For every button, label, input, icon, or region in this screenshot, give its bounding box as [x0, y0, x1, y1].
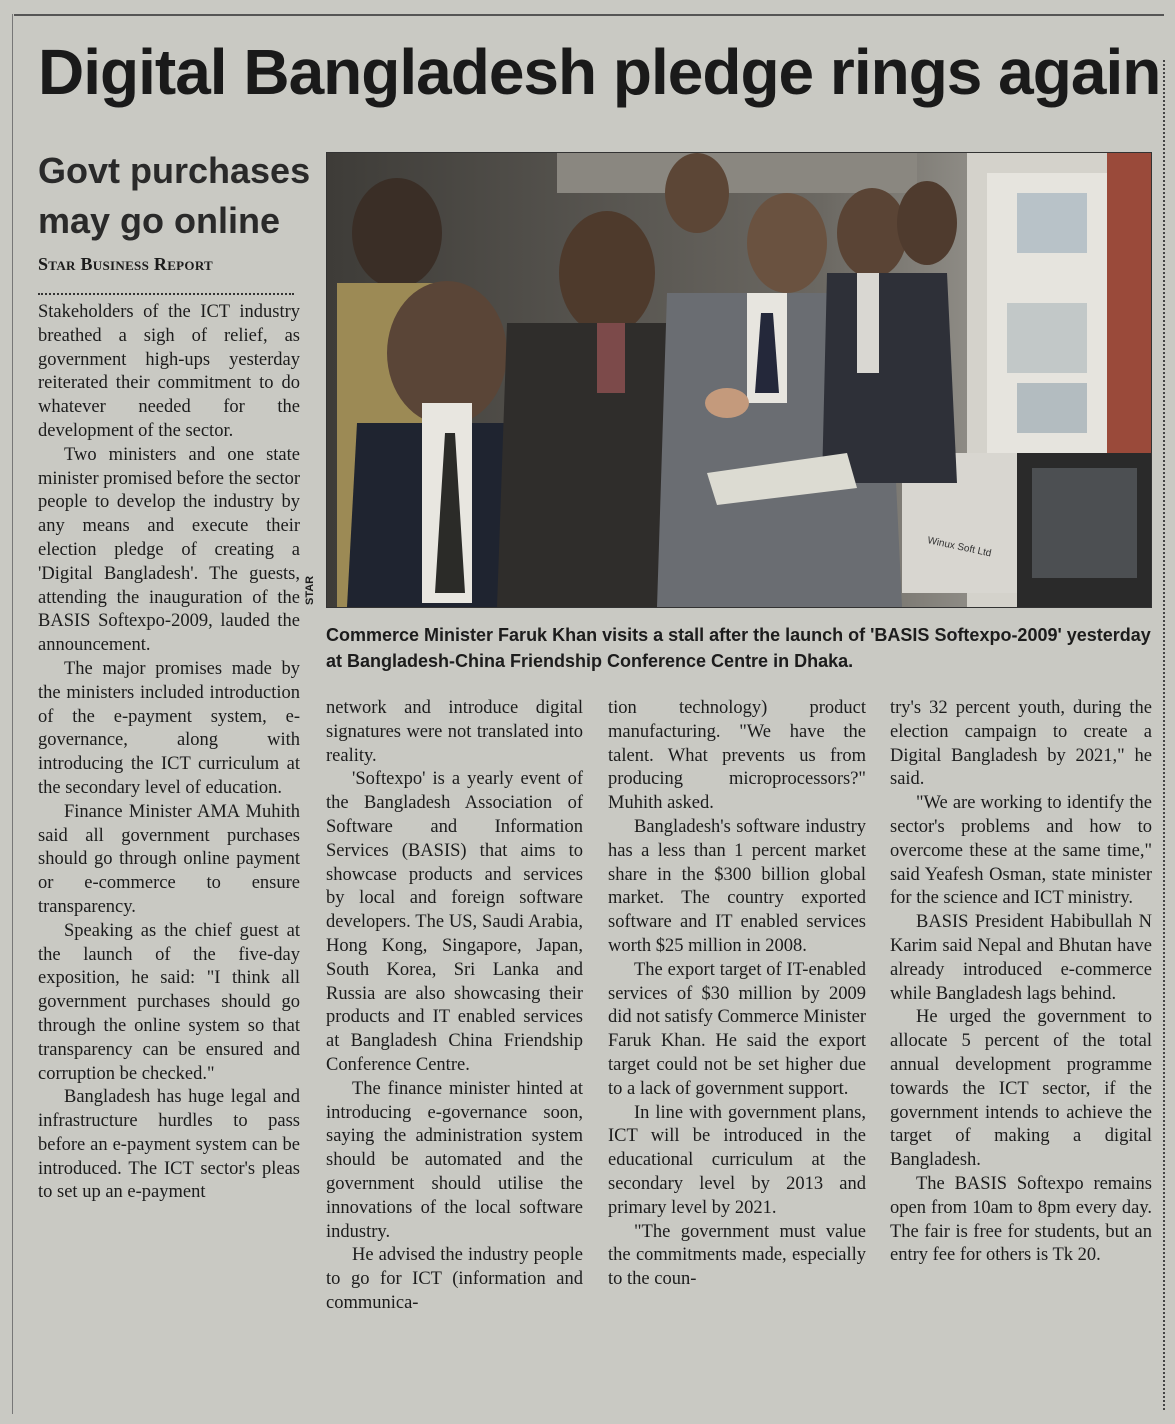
paragraph: 'Softexpo' is a yearly event of the Bangladesh Association of Software and Information Services (BASIS) that aims to showcase products and services by local and foreign software developers. The US, Saudi Arabia, Hong Kong, Singapore, Japan, South Korea, Sri Lanka and Russia are also showcasing their products and IT enabled services at Bangladesh China Friendship Conference Centre. [326, 769, 583, 1075]
paragraph: Two ministers and one state minister promised before the sector people to develop the industry by any means and execute their election pledge of creating a 'Digital Bangladesh'. The guests, attending the inauguration of the BASIS Softexpo-2009, lauded the announcement. [38, 444, 300, 656]
paragraph: Stakeholders of the ICT industry breathed a sigh of relief, as government high-ups yesterday reiterated their commitment to do whatever needed for the development of the sector. [38, 302, 300, 441]
article-column-1 [38, 301, 300, 1205]
paragraph: try's 32 percent youth, during the election campaign to create a Digital Bangladesh by 2021," he said. [890, 698, 1152, 790]
paragraph: Bangladesh has huge legal and infrastructure hurdles to pass before an e-payment system can be introduced. The ICT sector's pleas to set up an e-payment [38, 1087, 300, 1203]
paragraph: In line with government plans, ICT will be introduced in the educational curriculum at the secondary level by 2013 and primary level by 2021. [608, 1102, 866, 1218]
headline: Digital Bangladesh pledge rings again [38, 36, 1161, 108]
right-dotted-rule [1163, 60, 1165, 1410]
paragraph: tion technology) product manufacturing. "We have the talent. What prevents us from producing microprocessors?" Muhith asked. [608, 698, 866, 814]
paragraph: "The government must value the commitments made, especially to the coun- [608, 1221, 866, 1290]
photo-caption: Commerce Minister Faruk Khan visits a stall after the launch of 'BASIS Softexpo-2009' yesterday at Bangladesh-China Friendship Conference Centre in Dhaka. [326, 625, 1151, 671]
paragraph: Finance Minister AMA Muhith said all government purchases should go through online payment or e-commerce to ensure transparency. [38, 801, 300, 917]
paragraph: BASIS President Habibullah N Karim said Nepal and Bhutan have already introduced e-commerce while Bangladesh lags behind. [890, 912, 1152, 1004]
article-column-2 [326, 697, 583, 1316]
paragraph: Speaking as the chief guest at the launch of the five-day exposition, he said: "I think all government purchases should go through the online system so that transparency can be ensured and corruption be checked." [38, 920, 300, 1084]
article-column-4 [890, 697, 1152, 1268]
news-photo [326, 152, 1152, 608]
photo-credit: STAR [304, 575, 316, 605]
paragraph: The finance minister hinted at introducing e-governance soon, saying the administration system should be automated and the government should utilise the innovations of the local software industry. [326, 1078, 583, 1242]
paragraph: Bangladesh's software industry has a less than 1 percent market share in the $300 billion global market. The country exported software and IT enabled services worth $25 million in 2008. [608, 816, 866, 956]
paragraph: The export target of IT-enabled services of $30 million by 2009 did not satisfy Commerce Minister Faruk Khan. He said the export target could not be set higher due to a lack of government support. [608, 959, 866, 1099]
paragraph: network and introduce digital signatures were not translated into reality. [326, 698, 583, 766]
photo-illustration [327, 153, 1151, 607]
article-column-3 [608, 697, 866, 1292]
stall-sign-text: Winux Soft Ltd [926, 535, 993, 560]
paragraph: He advised the industry people to go for ICT (information and communica- [326, 1245, 583, 1313]
paragraph: The BASIS Softexpo remains open from 10am to 8pm every day. The fair is free for students, but an entry fee for others is Tk 20. [890, 1173, 1152, 1266]
left-rule [12, 14, 13, 1414]
paragraph: The major promises made by the ministers included introduction of the e-payment system, e-governance, along with introducing the ICT curriculum at the secondary level of education. [38, 658, 300, 798]
paragraph: "We are working to identify the sector's problems and how to overcome these at the same time," said Yeafesh Osman, state minister for the science and ICT ministry. [890, 793, 1152, 909]
paragraph: He urged the government to allocate 5 percent of the total annual development programme towards the ICT sector, if the government intends to achieve the target of making a digital Bangladesh. [890, 1007, 1152, 1171]
subheadline: Govt purchases may go online [38, 150, 311, 241]
byline: Star Business Report [38, 254, 214, 274]
top-rule [14, 14, 1164, 16]
byline-divider [38, 293, 294, 295]
